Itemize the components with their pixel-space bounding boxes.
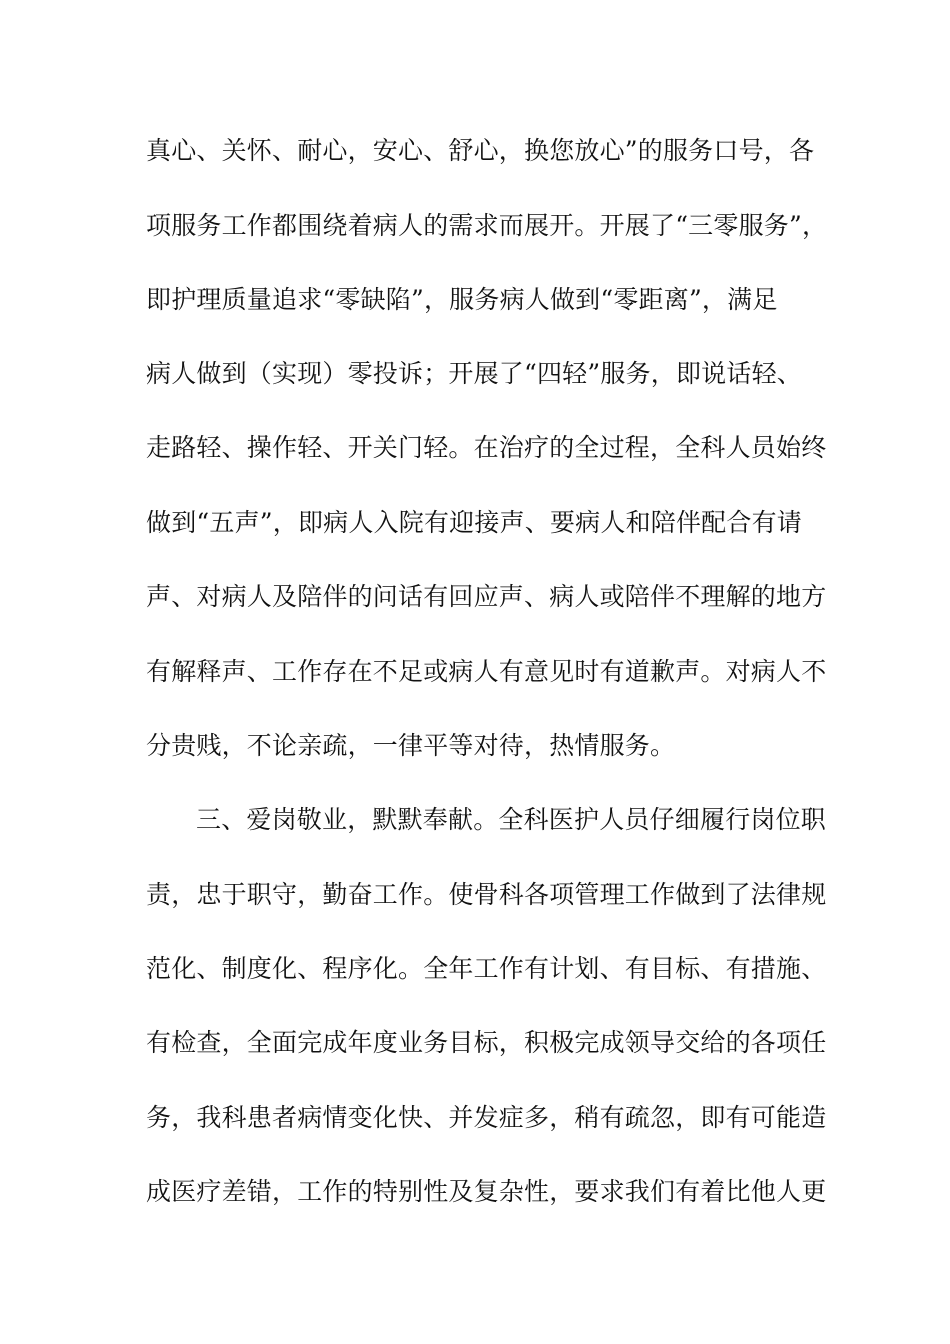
text-line: 分贵贱，不论亲疏，一律平等对待，热情服务。	[146, 731, 676, 760]
text-line: 项服务工作都围绕着病人的需求而展开。开展了“三零服务”，	[146, 211, 828, 240]
text-line: 有检查，全面完成年度业务目标，积极完成领导交给的各项任	[146, 1028, 827, 1057]
text-line: 声、对病人及陪伴的问话有回应声、病人或陪伴不理解的地方	[146, 582, 827, 611]
text-line: 成医疗差错，工作的特别性及复杂性，要求我们有着比他人更	[146, 1177, 827, 1206]
text-line: 范化、制度化、程序化。全年工作有计划、有目标、有措施、	[146, 954, 827, 983]
text-line: 真心、关怀、耐心，安心、舒心，换您放心”的服务口号，各	[146, 136, 815, 165]
text-line: 走路轻、操作轻、开关门轻。在治疗的全过程，全科人员始终	[146, 433, 827, 462]
text-line: 责，忠于职守，勤奋工作。使骨科各项管理工作做到了法律规	[146, 880, 827, 909]
text-line: 做到“五声”，即病人入院有迎接声、要病人和陪伴配合有请	[146, 508, 802, 537]
text-line: 有解释声、工作存在不足或病人有意见时有道歉声。对病人不	[146, 657, 827, 686]
text-line: 即护理质量追求“零缺陷”，服务病人做到“零距离”，满足	[146, 285, 778, 314]
text-line: 务，我科患者病情变化快、并发症多，稍有疏忽，即有可能造	[146, 1103, 827, 1132]
text-line: 病人做到（实现）零投诉；开展了“四轻”服务，即说话轻、	[146, 359, 802, 388]
paragraph-start-line: 三、爱岗敬业，默默奉献。全科医护人员仔细履行岗位职	[196, 805, 827, 834]
